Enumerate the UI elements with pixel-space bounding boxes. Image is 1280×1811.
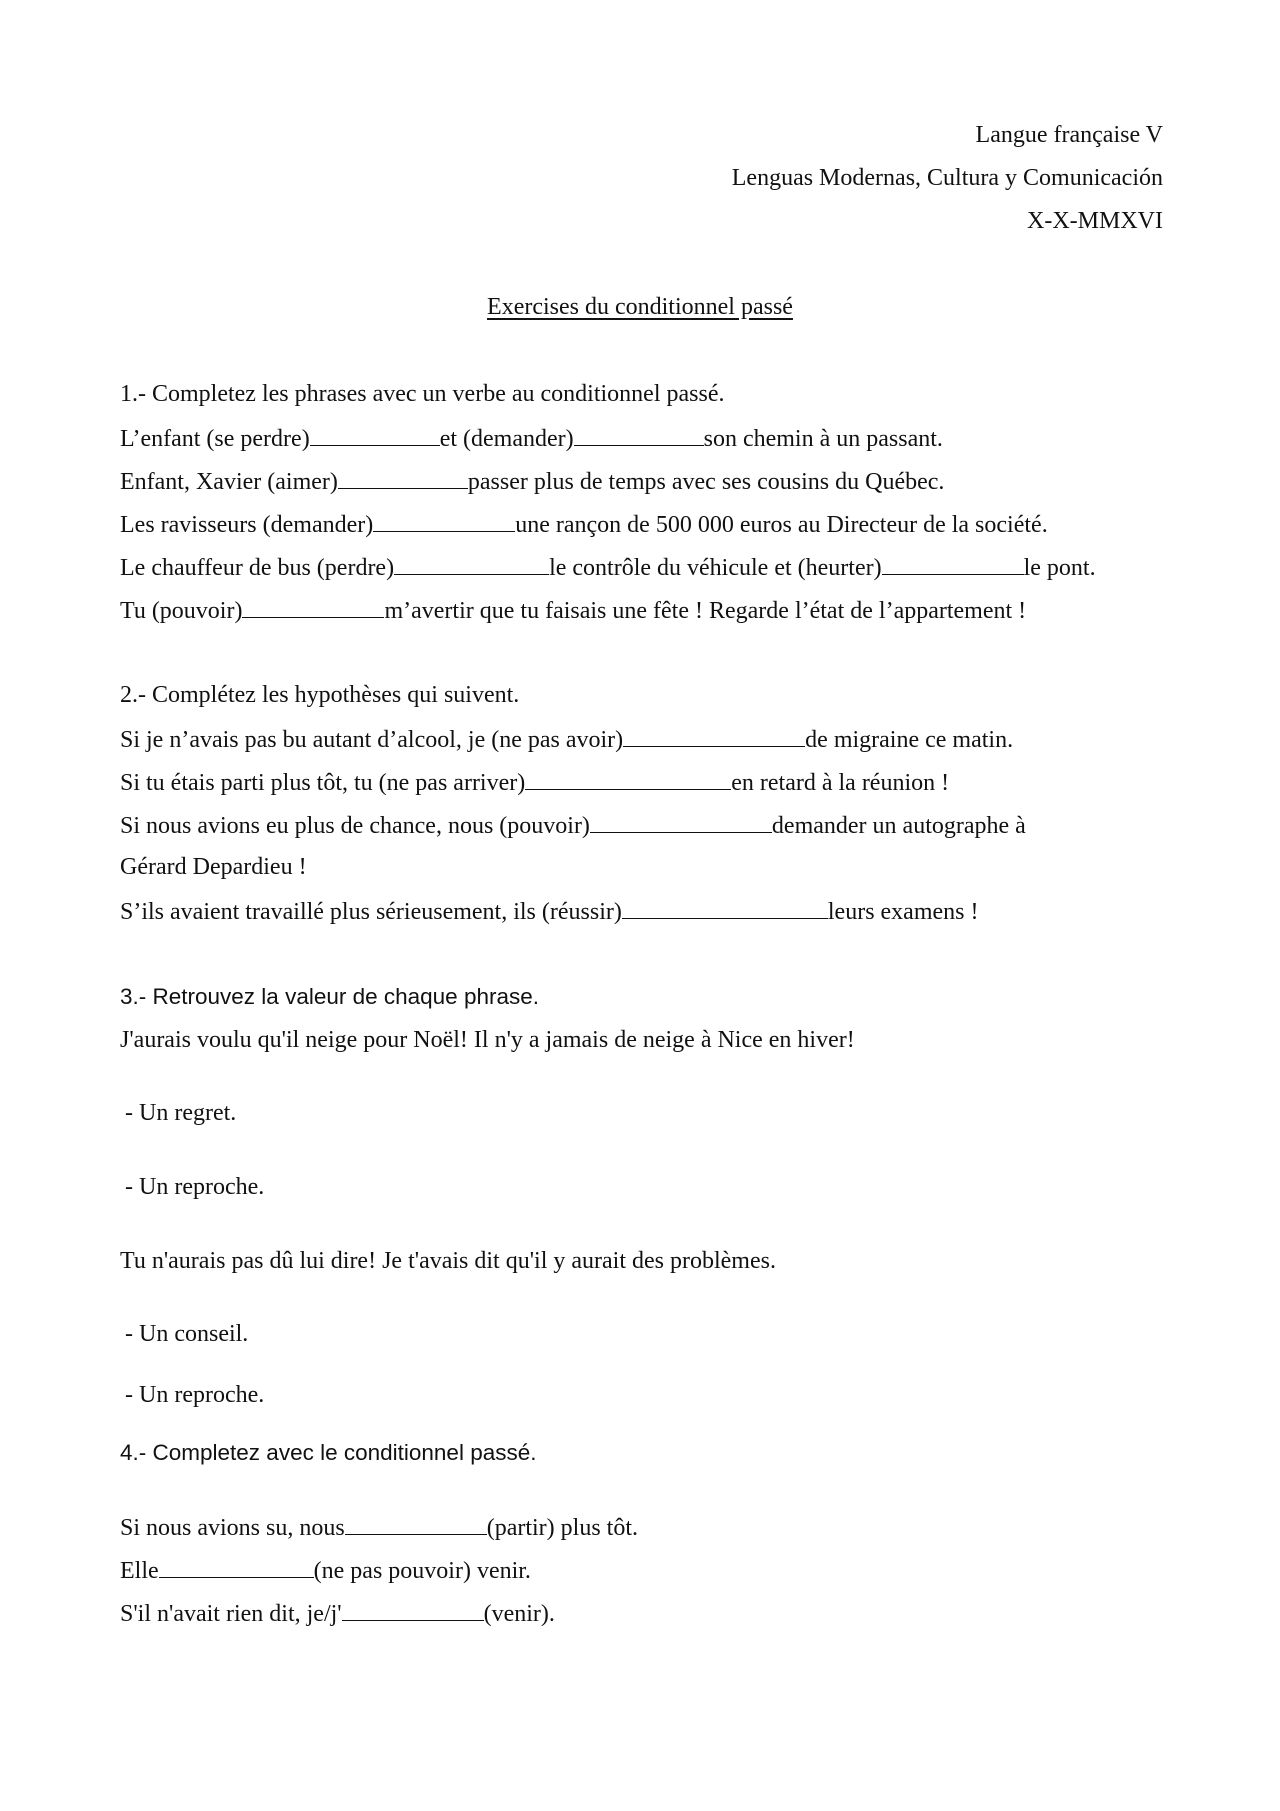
text: Si tu étais parti plus tôt, tu (ne pas arriver) [120, 770, 526, 796]
header-date: X-X-MMXVI [1027, 208, 1163, 234]
ex3-option-regret[interactable]: - Un regret. [125, 1100, 237, 1126]
header-program: Lenguas Modernas, Cultura y Comunicación [731, 165, 1163, 191]
text: Les ravisseurs (demander) [120, 512, 374, 538]
answer-blank[interactable] [345, 1512, 487, 1535]
text: le pont. [1023, 555, 1096, 581]
ex2-sentence-4 [120, 896, 978, 926]
page-title [0, 293, 1280, 321]
answer-blank[interactable] [623, 724, 805, 747]
text: son chemin à un passant. [703, 426, 943, 452]
text: Tu (pouvoir) [120, 598, 243, 624]
text: passer plus de temps avec ses cousins du Québec. [467, 469, 945, 495]
ex4-sentence-3 [120, 1598, 555, 1628]
text: Enfant, Xavier (aimer) [120, 469, 338, 495]
text: S’ils avaient travaillé plus sérieusement, ils (réussir) [120, 899, 622, 925]
ex1-sentence-3 [120, 509, 1048, 539]
text: Si nous avions su, nous [120, 1515, 345, 1541]
ex1-sentence-2 [120, 466, 944, 496]
text: Elle [120, 1558, 159, 1584]
text: Si nous avions eu plus de chance, nous (pouvoir) [120, 813, 590, 839]
ex3-option-reproche-2[interactable]: - Un reproche. [125, 1382, 265, 1408]
ex4-heading: 4.- Completez avec le conditionnel passé. [120, 1440, 537, 1465]
text: (partir) plus tôt. [486, 1515, 639, 1541]
text: L’enfant (se perdre) [120, 426, 310, 452]
ex2-sentence-3 [120, 810, 1026, 840]
answer-blank[interactable] [310, 423, 440, 446]
page-title-text: Exercises du conditionnel passé [487, 294, 793, 320]
text: Le chauffeur de bus (perdre) [120, 555, 395, 581]
answer-blank[interactable] [373, 509, 515, 532]
text: m’avertir que tu faisais une fête ! Regarde l’état de l’appartement ! [384, 598, 1027, 624]
answer-blank[interactable] [882, 552, 1024, 575]
ex3-sentence-2: Tu n'aurais pas dû lui dire! Je t'avais dit qu'il y aurait des problèmes. [120, 1248, 776, 1274]
ex1-sentence-5 [120, 595, 1026, 625]
ex2-sentence-2 [120, 767, 949, 797]
text: en retard à la réunion ! [731, 770, 950, 796]
answer-blank[interactable] [574, 423, 704, 446]
text: leurs examens ! [827, 899, 979, 925]
answer-blank[interactable] [342, 1598, 484, 1621]
ex2-sentence-1 [120, 724, 1013, 754]
text: S'il n'avait rien dit, je/j' [120, 1601, 342, 1627]
ex1-sentence-4 [120, 552, 1096, 582]
answer-blank[interactable] [338, 466, 468, 489]
text: et (demander) [439, 426, 574, 452]
ex4-sentence-1 [120, 1512, 638, 1542]
answer-blank[interactable] [242, 595, 384, 618]
ex2-heading: 2.- Complétez les hypothèses qui suivent. [120, 682, 520, 708]
ex4-sentence-2 [120, 1555, 531, 1585]
text: une rançon de 500 000 euros au Directeur de la société. [515, 512, 1048, 538]
text: (venir). [483, 1601, 555, 1627]
text: demander un autographe à [771, 813, 1026, 839]
ex1-sentence-1 [120, 423, 943, 453]
ex3-option-reproche[interactable]: - Un reproche. [125, 1174, 265, 1200]
ex3-sentence-1: J'aurais voulu qu'il neige pour Noël! Il n'y a jamais de neige à Nice en hiver! [120, 1027, 855, 1053]
answer-blank[interactable] [159, 1555, 314, 1578]
ex3-heading: 3.- Retrouvez la valeur de chaque phrase. [120, 984, 539, 1009]
text: (ne pas pouvoir) venir. [313, 1558, 531, 1584]
answer-blank[interactable] [590, 810, 772, 833]
answer-blank[interactable] [394, 552, 549, 575]
text: Si je n’avais pas bu autant d’alcool, je (ne pas avoir) [120, 727, 624, 753]
ex3-option-conseil[interactable]: - Un conseil. [125, 1321, 249, 1347]
text: de migraine ce matin. [805, 727, 1014, 753]
text: le contrôle du véhicule et (heurter) [549, 555, 882, 581]
header-course: Langue française V [975, 122, 1163, 148]
ex1-heading: 1.- Completez les phrases avec un verbe au conditionnel passé. [120, 381, 725, 407]
answer-blank[interactable] [525, 767, 731, 790]
ex2-sentence-3-cont: Gérard Depardieu ! [120, 854, 307, 880]
answer-blank[interactable] [622, 896, 828, 919]
